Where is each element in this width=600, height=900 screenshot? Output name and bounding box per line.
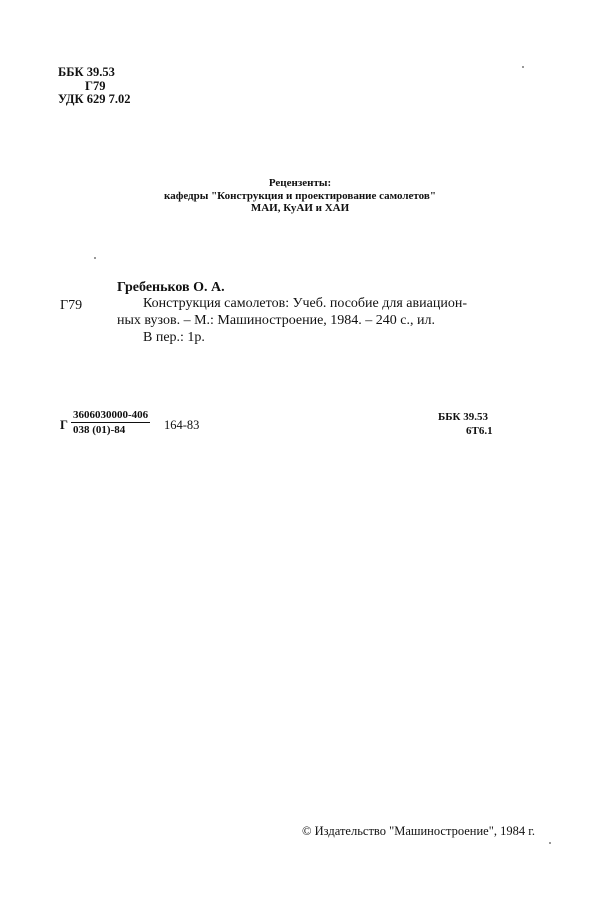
side-author-mark: Г79 (60, 298, 83, 313)
bbk-index: ББК 39.53 (58, 65, 115, 79)
description-line-3: В пер.: 1р. (143, 330, 205, 345)
code-numerator: 3606030000-406 (73, 409, 149, 421)
code-denominator: 038 (01)-84 (73, 424, 126, 436)
udk-index: УДК 629 7.02 (58, 92, 131, 106)
scan-speck (549, 842, 551, 844)
copyright-notice: © Издательство "Машиностроение", 1984 г. (302, 824, 536, 838)
reviewers-institutes: МАИ, КуАИ и ХАИ (250, 202, 350, 214)
description-line-2: ных вузов. – М.: Машиностроение, 1984. – 240 с., ил. (117, 313, 435, 328)
publication-code-fraction (71, 409, 150, 436)
fraction-prefix: Г (60, 418, 68, 432)
scan-speck (94, 257, 96, 259)
code-suffix: 164-83 (164, 418, 200, 432)
bbk-code-right: ББК 39.53 (438, 411, 489, 423)
reviewers-departments: кафедры "Конструкция и проектирование самолетов" (164, 190, 436, 202)
scan-speck (522, 66, 524, 68)
reviewers-title: Рецензенты: (268, 177, 332, 189)
author-mark: Г79 (85, 79, 106, 93)
description-line-1: Конструкция самолетов: Учеб. пособие для авиацион- (143, 296, 467, 311)
bbk-subcode-right: 6Т6.1 (466, 425, 493, 437)
author-name: Гребеньков О. А. (117, 280, 225, 295)
